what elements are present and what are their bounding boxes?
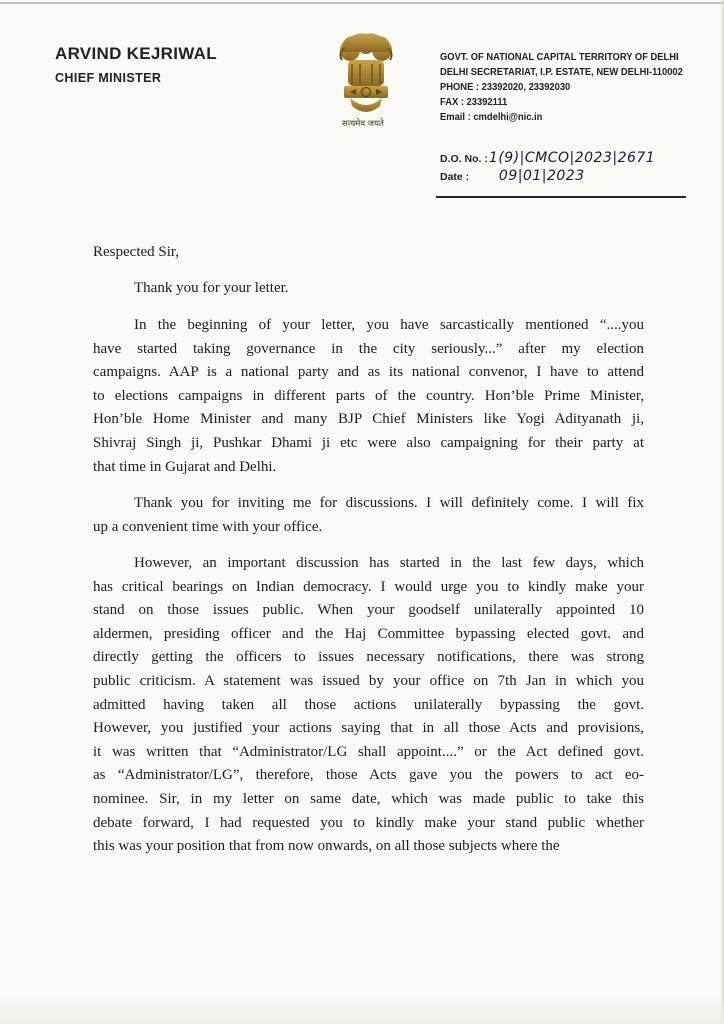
paragraph-line: However, an important discussion has started in the last few days, which [134,555,644,571]
paragraph-2 [93,314,644,479]
office-line-1: GOVT. OF NATIONAL CAPITAL TERRITORY OF DELHI [440,52,679,63]
header-divider [436,196,686,198]
paragraph-line: this was your position that from now onwards, on all those subjects where the [93,838,560,855]
paragraph-line: have started taking governance in the city seriously...” after my election [93,340,644,357]
paragraph-line: public criticism. A statement was issued by your office on 7th Jan in which you [93,672,644,689]
do-number-label: D.O. No. : [440,153,488,165]
sender-designation: CHIEF MINISTER [55,71,162,85]
paragraph-3 [93,492,644,539]
date-label: Date : [440,171,470,183]
emblem-motto: सत्यमेव जयते [342,119,384,129]
office-address-block [440,50,683,125]
paragraph-line: nominee. Sir, in my letter on same date, which was made public to take this [93,790,644,807]
paragraph-line: up a convenient time with your office. [93,518,323,535]
paragraph-line: it was written that “Administrator/LG shall appoint....” or the Act defined govt. [93,743,644,760]
paragraph-1 [93,277,644,301]
paragraph-line: that time in Gujarat and Delhi. [93,458,277,475]
paragraph-line: In the beginning of your letter, you have sarcastically mentioned “....you [134,317,644,333]
paragraph-line: campaigns. AAP is a national party and as its national convenor, I have to attend [93,364,644,381]
paragraph-line: directly getting the officers to issues necessary notifications, there was strong [93,649,644,666]
paragraph-line: Thank you for inviting me for discussions. I will definitely come. I will fix [134,495,644,511]
paragraph-line: Hon’ble Home Minister and many BJP Chief Ministers like Yogi Adityanath ji, [93,411,644,428]
top-edge-line [0,2,724,4]
page-edge-shadow [720,0,724,1024]
office-fax: FAX : 23392111 [440,97,508,108]
paragraph-line: stand on those issues public. When your goodself unilaterally appointed 10 [93,602,644,619]
paragraph-line: admitted having taken all those actions unilaterally bypassing the govt. [93,696,644,713]
salutation: Respected Sir, [93,244,180,260]
paragraph-4 [93,552,644,859]
date-value: 09|01|2023 [498,168,585,184]
paragraph-line: as “Administrator/LG”, therefore, those Acts gave you the powers to act eo- [93,767,644,784]
paragraph-line: However, you justified your actions saying that in all those Acts and provisions, [93,720,644,737]
paragraph-line: to elections campaigns in different parts of the country. Hon’ble Prime Minister, [93,387,644,404]
do-number-value: 1(9)|CMCO|2023|2671 [488,150,656,166]
sender-name: ARVIND KEJRIWAL [55,44,217,63]
paragraph-line: Thank you for your letter. [134,280,289,296]
office-phone: PHONE : 23392020, 23392030 [440,82,571,93]
paragraph-line: debate forward, I had requested you to kindly make your stand public whether [93,814,644,831]
reference-block [440,150,655,186]
paragraph-line: aldermen, presiding officer and the Haj Committee bypassing elected govt. and [93,625,644,642]
paragraph-line: Shivraj Singh ji, Pushkar Dhami ji etc were also campaigning for their party at [93,434,644,451]
paragraph-line: has critical bearings on Indian democracy. I would urge you to kindly make your [93,578,644,595]
page-bottom-shadow [0,996,724,1024]
office-email: Email : cmdelhi@nic.in [440,112,543,123]
office-line-2: DELHI SECRETARIAT, I.P. ESTATE, NEW DELHI-110002 [440,67,683,78]
